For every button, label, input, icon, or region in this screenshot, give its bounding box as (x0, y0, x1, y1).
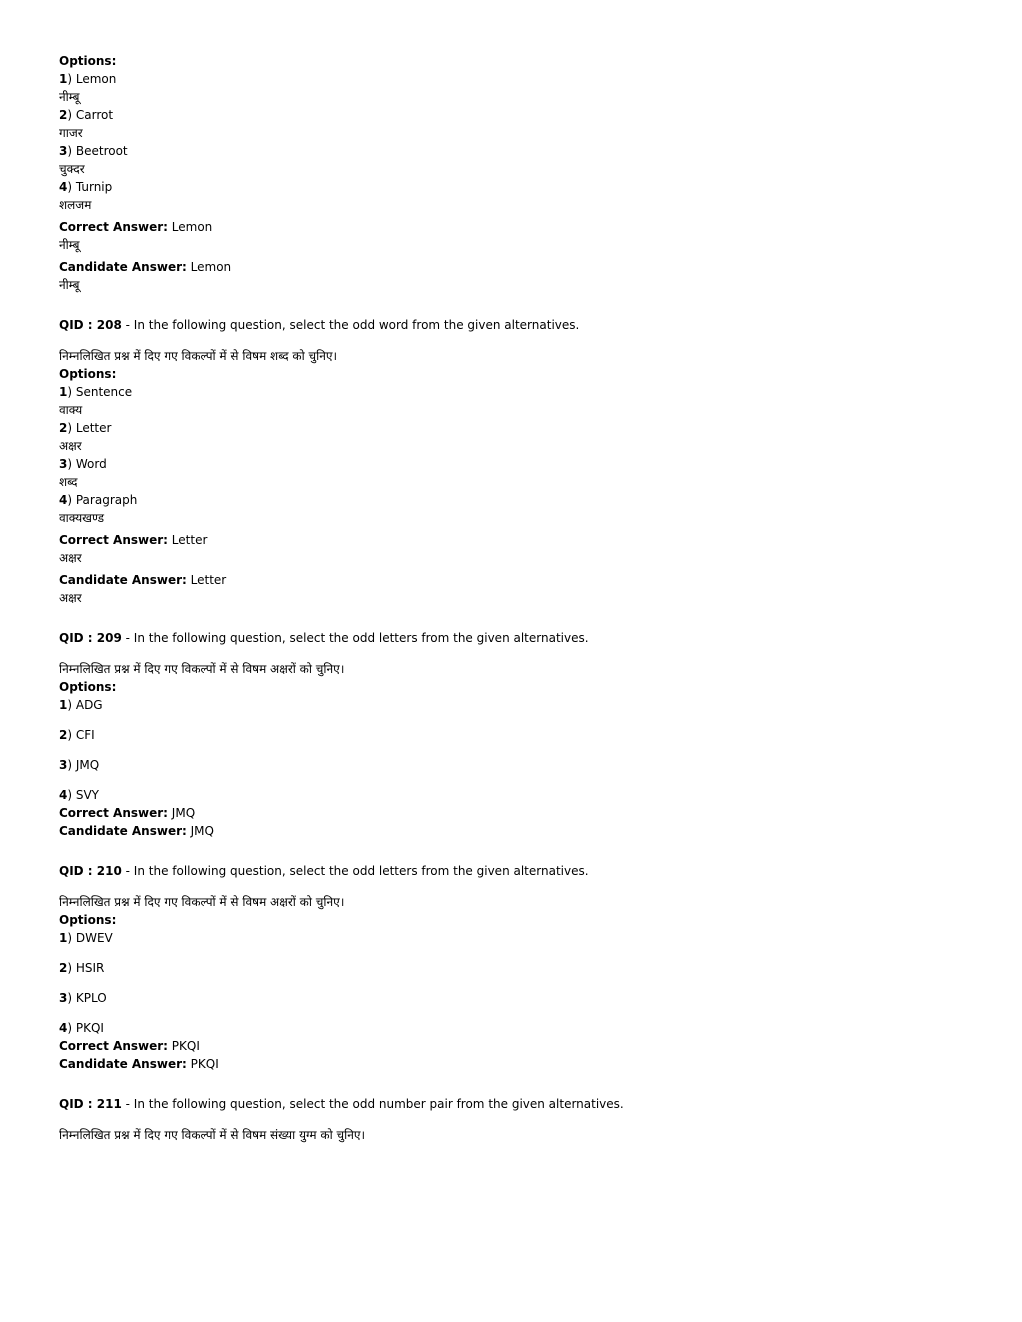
option-3-hindi: शब्द (59, 475, 78, 489)
candidate-answer: Candidate Answer: Lemon (59, 260, 232, 274)
options-label: Options: (59, 54, 117, 68)
option-2: 2) HSIR (59, 961, 105, 975)
question-text-hindi: निम्नलिखित प्रश्न में दिए गए विकल्पों में से विषम संख्या युग्म को चुनिए। (59, 1128, 366, 1142)
question-block-209 (59, 629, 959, 840)
question-block-prev (59, 52, 959, 294)
question-text: QID : 211 - In the following question, select the odd number pair from the given alternatives. (59, 1097, 624, 1111)
option-3: 3) JMQ (59, 758, 100, 772)
answer-sheet-page (59, 52, 959, 1144)
correct-answer: Correct Answer: Lemon (59, 220, 213, 234)
question-text: QID : 210 - In the following question, select the odd letters from the given alternatives. (59, 864, 589, 878)
candidate-answer: Candidate Answer: Letter (59, 573, 227, 587)
option-2: 2) CFI (59, 728, 95, 742)
option-3: 3) Word (59, 457, 107, 471)
candidate-answer-hindi: अक्षर (59, 591, 82, 605)
question-block-210 (59, 862, 959, 1073)
candidate-answer: Candidate Answer: JMQ (59, 824, 214, 838)
correct-answer-hindi: अक्षर (59, 551, 82, 565)
option-3-hindi: चुक्दर (59, 162, 85, 176)
option-4-hindi: शलजम (59, 198, 92, 212)
correct-answer-hindi: नीम्बू (59, 238, 80, 252)
correct-answer: Correct Answer: PKQI (59, 1039, 200, 1053)
option-2-hindi: अक्षर (59, 439, 82, 453)
option-3: 3) KPLO (59, 991, 107, 1005)
question-text-hindi: निम्नलिखित प्रश्न में दिए गए विकल्पों में से विषम अक्षरों को चुनिए। (59, 662, 345, 676)
option-2: 2) Letter (59, 421, 112, 435)
options-label: Options: (59, 367, 117, 381)
option-4: 4) SVY (59, 788, 100, 802)
question-block-211 (59, 1095, 959, 1144)
option-4: 4) Paragraph (59, 493, 138, 507)
options-label: Options: (59, 680, 117, 694)
correct-answer: Correct Answer: Letter (59, 533, 208, 547)
candidate-answer: Candidate Answer: PKQI (59, 1057, 219, 1071)
option-3: 3) Beetroot (59, 144, 128, 158)
option-1-hindi: नीम्बू (59, 90, 80, 104)
options-label: Options: (59, 913, 117, 927)
option-1: 1) ADG (59, 698, 103, 712)
question-text-hindi: निम्नलिखित प्रश्न में दिए गए विकल्पों में से विषम अक्षरों को चुनिए। (59, 895, 345, 909)
option-1-hindi: वाक्य (59, 403, 83, 417)
question-text: QID : 209 - In the following question, select the odd letters from the given alternatives. (59, 631, 589, 645)
candidate-answer-hindi: नीम्बू (59, 278, 80, 292)
option-4: 4) PKQI (59, 1021, 104, 1035)
correct-answer: Correct Answer: JMQ (59, 806, 196, 820)
option-4: 4) Turnip (59, 180, 113, 194)
option-1: 1) Sentence (59, 385, 133, 399)
option-4-hindi: वाक्यखण्ड (59, 511, 105, 525)
question-text-hindi: निम्नलिखित प्रश्न में दिए गए विकल्पों में से विषम शब्द को चुनिए। (59, 349, 338, 363)
option-1: 1) Lemon (59, 72, 117, 86)
option-1: 1) DWEV (59, 931, 113, 945)
option-2: 2) Carrot (59, 108, 114, 122)
question-text: QID : 208 - In the following question, select the odd word from the given alternatives. (59, 318, 580, 332)
option-2-hindi: गाजर (59, 126, 83, 140)
question-block-208 (59, 316, 959, 607)
